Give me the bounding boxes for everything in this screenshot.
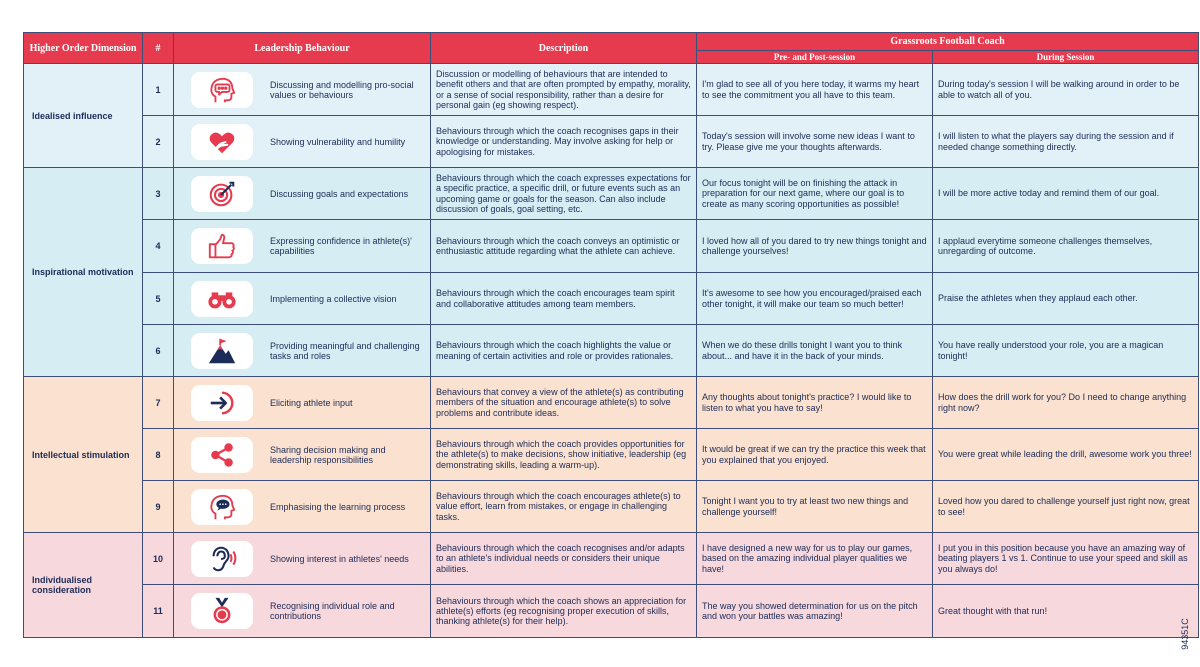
description-cell: Behaviours that convey a view of the athlete(s) as contributing members of the situation and encourage athlete(s) to solve problems and contribute ideas. <box>431 377 697 429</box>
pre-post-cell: I loved how all of you dared to try new things tonight and challenge yourselves! <box>697 220 933 273</box>
during-cell: You were great while leading the drill, awesome work you three! <box>933 429 1199 481</box>
pre-post-cell: I'm glad to see all of you here today, it warms my heart to see the commitment you all have to this team. <box>697 64 933 116</box>
figure-code-text: 94351C <box>1179 618 1190 650</box>
header-behaviour: Leadership Behaviour <box>174 33 431 64</box>
description-cell: Behaviours through which the coach encourages athlete(s) to value effort, learn from mistakes, or engage in challenging tasks. <box>431 481 697 533</box>
row-number: 6 <box>143 325 174 377</box>
behaviour-label: Sharing decision making and leadership responsibilities <box>270 444 386 465</box>
description-cell: Behaviours through which the coach expresses expectations for a specific practice, a specific drill, or future events such as an upcoming game or goals for the season. Can also include discussion of goals, goal setting, etc. <box>431 168 697 220</box>
leadership-table-container <box>23 32 1198 638</box>
header-description: Description <box>431 33 697 64</box>
pre-post-cell: Our focus tonight will be on finishing the attack in preparation for our next game, where our goal is to create as many scoring opportunities as possible! <box>697 168 933 220</box>
during-cell: You have really understood your role, you are a magican tonight! <box>933 325 1199 377</box>
description-cell: Behaviours through which the coach highlights the value or meaning of certain activities and role or provides rationales. <box>431 325 697 377</box>
table-row <box>24 168 1199 220</box>
behaviour-label: Showing vulnerability and humility <box>270 136 406 147</box>
behaviour-label: Eliciting athlete input <box>270 397 353 408</box>
during-cell: I put you in this position because you have an amazing way of beating players 1 vs 1. Continue to use your speed and skill as you always do! <box>933 533 1199 585</box>
description-cell: Behaviours through which the coach conveys an optimistic or enthusiastic attitude regarding what the athlete can achieve. <box>431 220 697 273</box>
pre-post-cell: Today's session will involve some new ideas I want to try. Please give me your thoughts afterwards. <box>697 116 933 168</box>
target-icon <box>191 176 253 212</box>
behaviour-label: Showing interest in athletes' needs <box>270 553 409 564</box>
header-pre-post: Pre- and Post-session <box>697 51 933 64</box>
table-row <box>24 64 1199 116</box>
table-row <box>24 429 1199 481</box>
mountain-flag-icon <box>191 333 253 369</box>
behaviour-label: Discussing goals and expectations <box>270 188 409 199</box>
description-cell: Behaviours through which the coach recognises gaps in their knowledge or understanding. May involve asking for help or apologising for mistakes. <box>431 116 697 168</box>
dimension-cell: Inspirational motivation <box>24 168 143 377</box>
speech-head-icon <box>191 72 253 108</box>
figure-code <box>1181 617 1197 657</box>
behaviour-label: Discussing and modelling pro-social values or behaviours <box>270 79 414 100</box>
sign-in-icon <box>191 385 253 421</box>
table-row <box>24 273 1199 325</box>
behaviour-label: Emphasising the learning process <box>270 501 406 512</box>
thinking-head-icon <box>191 489 253 525</box>
during-cell: How does the drill work for you? Do I need to change anything right now? <box>933 377 1199 429</box>
pre-post-cell: It would be great if we can try the practice this week that you explained that you enjoyed. <box>697 429 933 481</box>
leadership-table <box>23 32 1199 638</box>
ear-icon <box>191 541 253 577</box>
description-cell: Behaviours through which the coach provides opportunities for the athlete(s) to make decisions, show initiative, leadership (eg demonstrating skills, leading a warm-up). <box>431 429 697 481</box>
during-cell: Great thought with that run! <box>933 585 1199 638</box>
row-number: 9 <box>143 481 174 533</box>
table-row <box>24 481 1199 533</box>
binoculars-icon <box>191 281 253 317</box>
table-row <box>24 325 1199 377</box>
behaviour-label: Recognising individual role and contributions <box>270 601 395 621</box>
description-cell: Behaviours through which the coach shows an appreciation for athlete(s) efforts (eg recognising proper execution of skills, thanking athlete(s) for their help). <box>431 585 697 638</box>
share-icon <box>191 437 253 473</box>
during-cell: During today's session I will be walking around in order to be able to watch all of you. <box>933 64 1199 116</box>
description-cell: Behaviours through which the coach recognises and/or adapts to an athlete's individual needs or considers their unique abilities. <box>431 533 697 585</box>
row-number: 4 <box>143 220 174 273</box>
during-cell: Praise the athletes when they applaud each other. <box>933 273 1199 325</box>
header-number: # <box>143 33 174 64</box>
during-cell: Loved how you dared to challenge yourself just right now, great to see! <box>933 481 1199 533</box>
during-cell: I will be more active today and remind them of our goal. <box>933 168 1199 220</box>
during-cell: I will listen to what the players say during the session and if needed change something directly. <box>933 116 1199 168</box>
dimension-cell: Intellectual stimulation <box>24 377 143 533</box>
table-row <box>24 116 1199 168</box>
row-number: 3 <box>143 168 174 220</box>
row-number: 2 <box>143 116 174 168</box>
dimension-cell: Idealised influence <box>24 64 143 168</box>
pre-post-cell: Tonight I want you to try at least two new things and challenge yourself! <box>697 481 933 533</box>
header-coach: Grassroots Football Coach <box>697 33 1199 51</box>
pre-post-cell: Any thoughts about tonight's practice? I would like to listen to what you have to say! <box>697 377 933 429</box>
dimension-cell: Individualised consideration <box>24 533 143 638</box>
header-dimension: Higher Order Dimension <box>24 33 143 64</box>
thumbs-up-icon <box>191 228 253 264</box>
during-cell: I applaud everytime someone challenges themselves, unregarding of outcome. <box>933 220 1199 273</box>
description-cell: Discussion or modelling of behaviours that are intended to benefit others and that are often prompted by empathy, morality, or a sense of social responsibility, rather than a desire for personal gain (eg showing respect). <box>431 64 697 116</box>
medal-icon <box>191 593 253 629</box>
row-number: 1 <box>143 64 174 116</box>
pre-post-cell: I have designed a new way for us to play our games, based on the amazing individual player qualities we have! <box>697 533 933 585</box>
row-number: 11 <box>143 585 174 638</box>
row-number: 10 <box>143 533 174 585</box>
table-row <box>24 585 1199 638</box>
behaviour-label: Expressing confidence in athlete(s)' capabilities <box>270 236 412 256</box>
table-row <box>24 533 1199 585</box>
pre-post-cell: The way you showed determination for us on the pitch and won your battles was amazing! <box>697 585 933 638</box>
pre-post-cell: It's awesome to see how you encouraged/praised each other tonight, it will make our team so much better! <box>697 273 933 325</box>
behaviour-label: Implementing a collective vision <box>270 293 397 304</box>
header-during: During Session <box>933 51 1199 64</box>
heart-hand-icon <box>191 124 253 160</box>
table-row <box>24 220 1199 273</box>
row-number: 7 <box>143 377 174 429</box>
row-number: 8 <box>143 429 174 481</box>
table-row <box>24 377 1199 429</box>
pre-post-cell: When we do these drills tonight I want you to think about... and have it in the back of your minds. <box>697 325 933 377</box>
description-cell: Behaviours through which the coach encourages team spirit and collaborative attitudes among team members. <box>431 273 697 325</box>
row-number: 5 <box>143 273 174 325</box>
behaviour-label: Providing meaningful and challenging tasks and roles <box>270 340 420 361</box>
